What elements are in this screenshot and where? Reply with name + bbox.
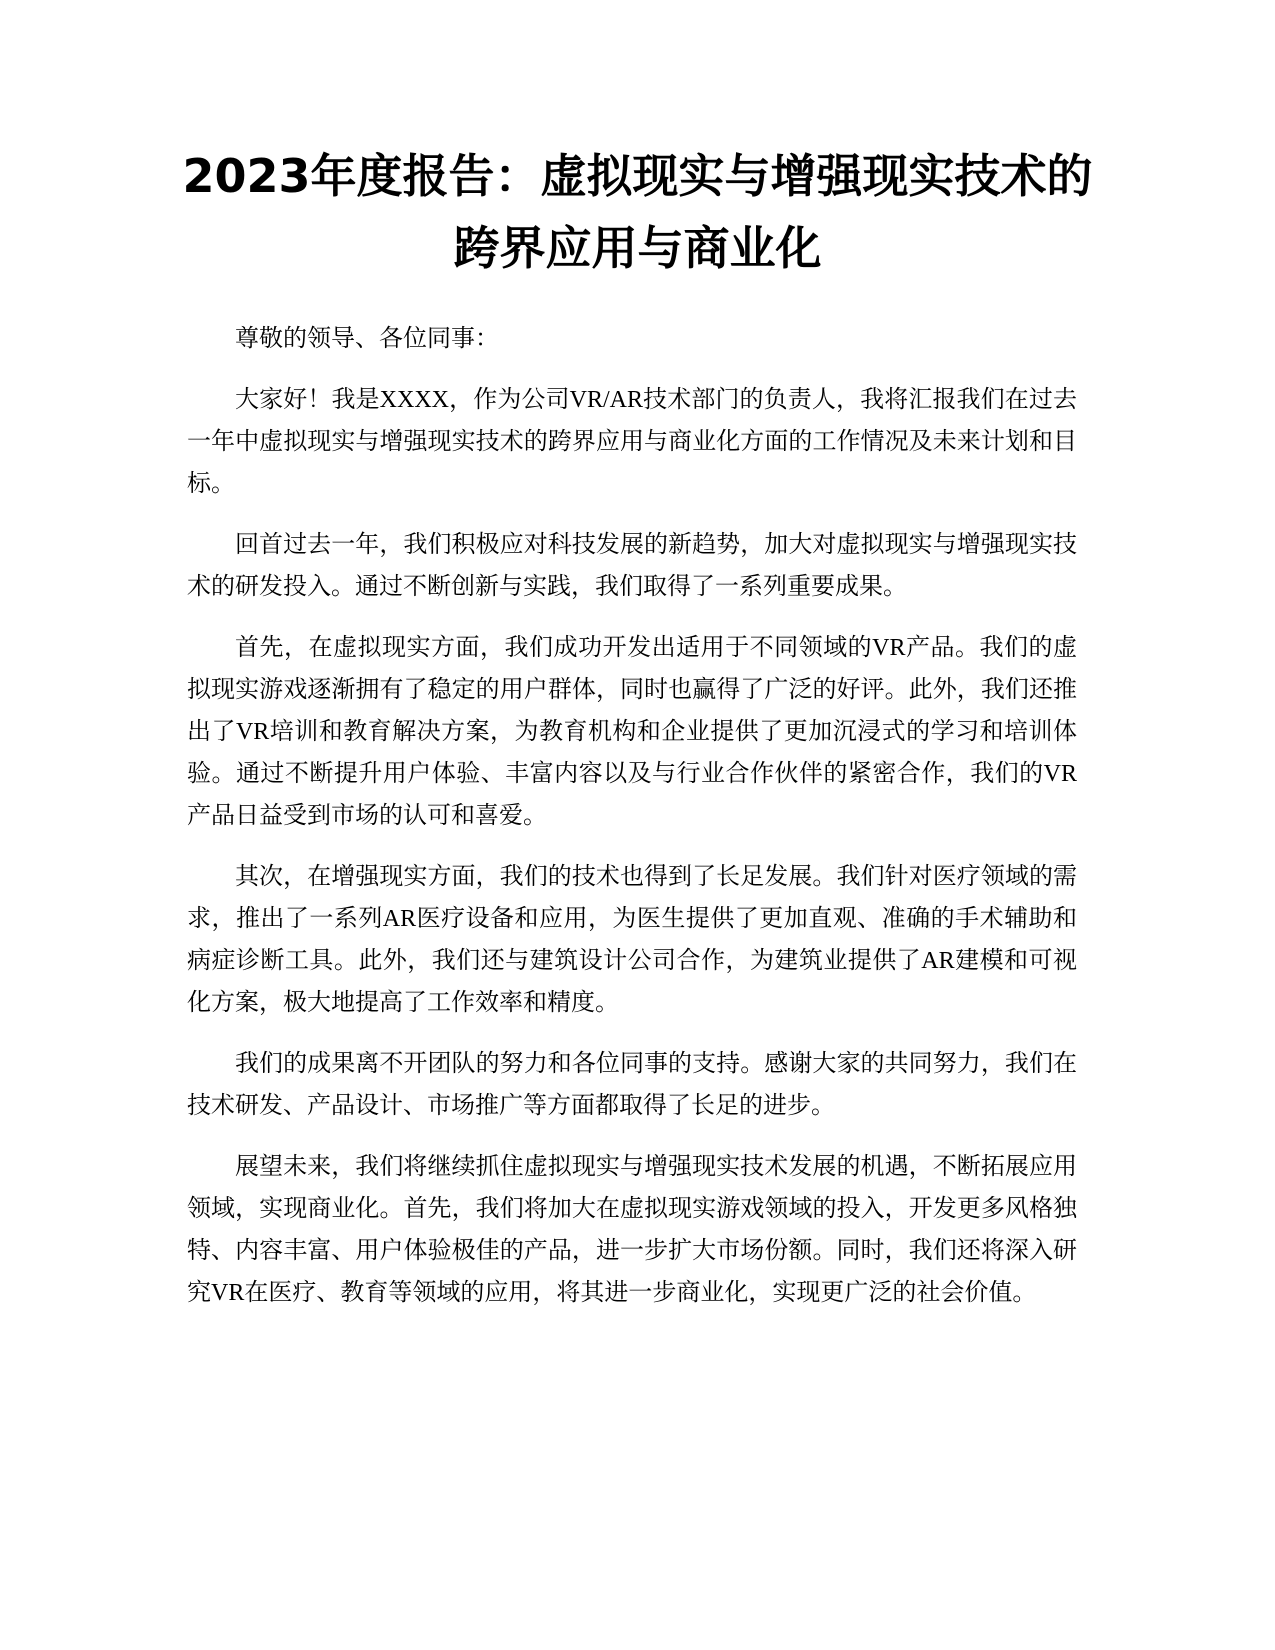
paragraph-ar-achievements: 其次，在增强现实方面，我们的技术也得到了长足发展。我们针对医疗领域的需求，推出了一系列AR医疗设备和应用，为医生提供了更加直观、准确的手术辅助和病症诊断工具。此外，我们还与建筑设计公司合作，为建筑业提供了AR建模和可视化方案，极大地提高了工作效率和精度。	[187, 864, 1077, 1016]
paragraph-thanks: 我们的成果离不开团队的努力和各位同事的支持。感谢大家的共同努力，我们在技术研发、产品设计、市场推广等方面都取得了长足的进步。	[187, 1051, 1077, 1119]
document-title-line-2: 跨界应用与商业化	[453, 221, 822, 275]
document-body	[187, 318, 1077, 1333]
paragraph-vr-achievements: 首先，在虚拟现实方面，我们成功开发出适用于不同领域的VR产品。我们的虚拟现实游戏逐渐拥有了稳定的用户群体，同时也赢得了广泛的好评。此外，我们还推出了VR培训和教育解决方案，为教育机构和企业提供了更加沉浸式的学习和培训体验。通过不断提升用户体验、丰富内容以及与行业合作伙伴的紧密合作，我们的VR产品日益受到市场的认可和喜爱。	[187, 635, 1077, 829]
paragraph-review: 回首过去一年，我们积极应对科技发展的新趋势，加大对虚拟现实与增强现实技术的研发投入。通过不断创新与实践，我们取得了一系列重要成果。	[187, 532, 1077, 600]
salutation: 尊敬的领导、各位同事：	[235, 326, 499, 352]
document-title-line-1: 2023年度报告：虚拟现实与增强现实技术的	[182, 149, 1093, 203]
paragraph-introduction: 大家好！我是XXXX，作为公司VR/AR技术部门的负责人，我将汇报我们在过去一年中虚拟现实与增强现实技术的跨界应用与商业化方面的工作情况及未来计划和目标。	[187, 387, 1077, 497]
document-title	[160, 140, 1115, 284]
paragraph-outlook: 展望未来，我们将继续抓住虚拟现实与增强现实技术发展的机遇，不断拓展应用领域，实现商业化。首先，我们将加大在虚拟现实游戏领域的投入，开发更多风格独特、内容丰富、用户体验极佳的产品，进一步扩大市场份额。同时，我们还将深入研究VR在医疗、教育等领域的应用，将其进一步商业化，实现更广泛的社会价值。	[187, 1154, 1077, 1306]
